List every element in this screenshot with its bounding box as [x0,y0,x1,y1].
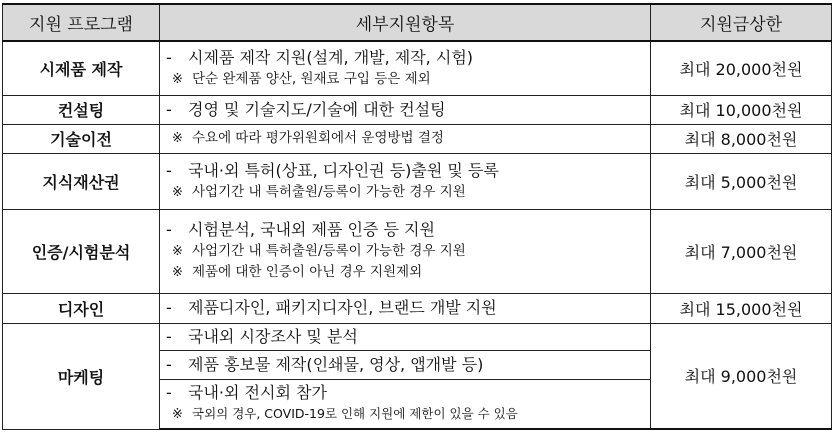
support-limit: 최대 15,000천원 [651,293,832,323]
detail-item: - 시험분석, 국내외 제품 인증 등 지원 [166,220,435,239]
detail-item: - 제품 홍보물 제작(인쇄물, 영상, 앱개발 등) [166,354,484,374]
table-row [3,323,832,350]
support-limit: 최대 5,000천원 [651,153,832,209]
program-name: 디자인 [3,293,160,323]
header-row [3,4,832,41]
program-name: 인증/시험분석 [3,209,160,293]
reference-mark-icon: ※ [172,265,183,280]
detail-item: - 국내외 시장조사 및 분석 [166,326,358,346]
table-row [3,41,832,95]
detail-note: ※ 제품에 대한 인증이 아닌 경우 지원제외 [160,262,650,283]
detail-note: ※ 단순 완제품 양산, 원재료 구입 등은 제외 [160,69,650,90]
detail-item: - 경영 및 기술지도/기술에 대한 컨설팅 [166,99,446,119]
program-name: 기술이전 [3,124,160,153]
detail-note: ※ 사업기간 내 특허출원/등록이 가능한 경우 지원 [160,241,650,262]
program-name: 컨설팅 [3,95,160,124]
detail-item: - 시제품 제작 지원(설계, 개발, 제작, 시험) [166,47,474,67]
detail-item: - 국내·외 전시회 참가 [166,383,327,403]
support-limit: 최대 20,000천원 [651,41,832,95]
detail-cell [160,153,651,209]
table-row [3,153,832,209]
reference-mark-icon: ※ [172,407,183,423]
reference-mark-icon: ※ [172,131,183,146]
detail-note: ※ 수요에 따라 평가위원회에서 운영방법 결정 [160,128,650,149]
reference-mark-icon: ※ [172,244,183,259]
table-row [3,293,832,323]
detail-cell [160,41,651,95]
table-row [3,95,832,124]
support-limit: 최대 10,000천원 [651,95,832,124]
detail-cell [160,379,651,429]
detail-note: ※ 국외의 경우, COVID-19로 인해 지원에 제한이 있을 수 있음 [160,404,650,425]
detail-item: - 국내·외 특허(상표, 디자인권 등)출원 및 등록 [166,160,499,180]
header-program: 지원 프로그램 [3,4,160,41]
support-limit: 최대 7,000천원 [651,209,832,293]
detail-note: ※ 사업기간 내 특허출원/등록이 가능한 경우 지원 [160,182,650,203]
program-name: 지식재산권 [3,153,160,209]
table-row [3,209,832,293]
program-name: 마케팅 [3,323,160,429]
detail-cell [160,124,651,153]
reference-mark-icon: ※ [172,71,183,87]
support-program-table [2,3,832,430]
detail-cell [160,95,651,124]
support-limit: 최대 8,000천원 [651,124,832,153]
table-row [3,124,832,153]
program-name: 시제품 제작 [3,41,160,95]
header-limit: 지원금상한 [651,4,832,41]
detail-item: - 제품디자인, 패키지디자인, 브랜드 개발 지원 [166,298,497,317]
detail-cell [160,293,651,323]
detail-cell [160,323,651,350]
reference-mark-icon: ※ [172,184,183,200]
header-detail: 세부지원항목 [160,4,651,41]
support-limit: 최대 9,000천원 [651,323,832,429]
detail-cell [160,209,651,293]
detail-cell [160,350,651,379]
